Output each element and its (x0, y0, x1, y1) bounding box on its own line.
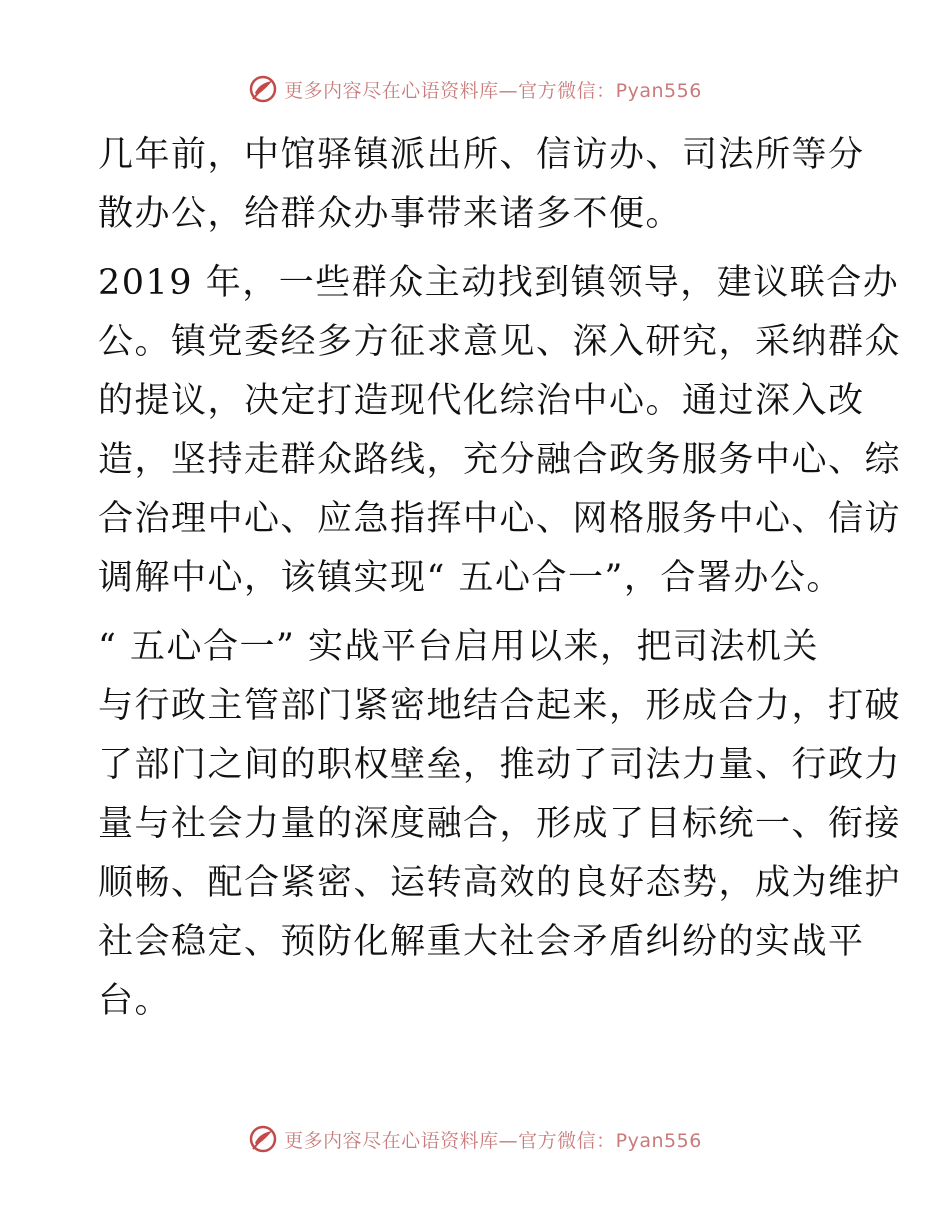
text-line: 散办公，给群众办事带来诸多不便。 (98, 194, 683, 234)
text-line: 了部门之间的职权壁垒，推动了司法力量、行政力 (98, 745, 902, 785)
header-watermark-text: 更多内容尽在心语资料库—官方微信：Pyan556 (284, 79, 702, 102)
text-line: 量与社会力量的深度融合，形成了目标统一、衔接 (98, 804, 902, 844)
paragraph (98, 254, 902, 608)
watermark-logo-icon (248, 74, 278, 104)
footer-watermark-text: 更多内容尽在心语资料库—官方微信：Pyan556 (284, 1129, 702, 1152)
text-line: 2019 年，一些群众主动找到镇领导，建议联合办 (98, 263, 900, 303)
header-watermark (0, 72, 950, 106)
text-line: 造，坚持走群众路线，充分融合政务服务中心、综 (98, 440, 902, 480)
document-body (98, 126, 902, 1031)
text-line: 合治理中心、应急指挥中心、网格服务中心、信访 (98, 499, 902, 539)
text-line: 几年前，中馆驿镇派出所、信访办、司法所等分 (98, 135, 865, 175)
text-line: 与行政主管部门紧密地结合起来，形成合力，打破 (98, 686, 902, 726)
text-line: 的提议，决定打造现代化综治中心。通过深入改 (98, 381, 865, 421)
paragraph (98, 618, 902, 1031)
text-line: 台。 (98, 981, 172, 1021)
footer-watermark (0, 1122, 950, 1156)
text-line: 顺畅、配合紧密、运转高效的良好态势，成为维护 (98, 863, 902, 903)
paragraph (98, 126, 865, 244)
text-line: 公。镇党委经多方征求意见、深入研究，采纳群众 (98, 322, 902, 362)
watermark-logo-icon (248, 1124, 278, 1154)
text-line: “ 五心合一” 实战平台启用以来，把司法机关 (98, 627, 820, 667)
text-line: 社会稳定、预防化解重大社会矛盾纠纷的实战平 (98, 922, 865, 962)
text-line: 调解中心，该镇实现“ 五心合一”，合署办公。 (98, 558, 843, 598)
